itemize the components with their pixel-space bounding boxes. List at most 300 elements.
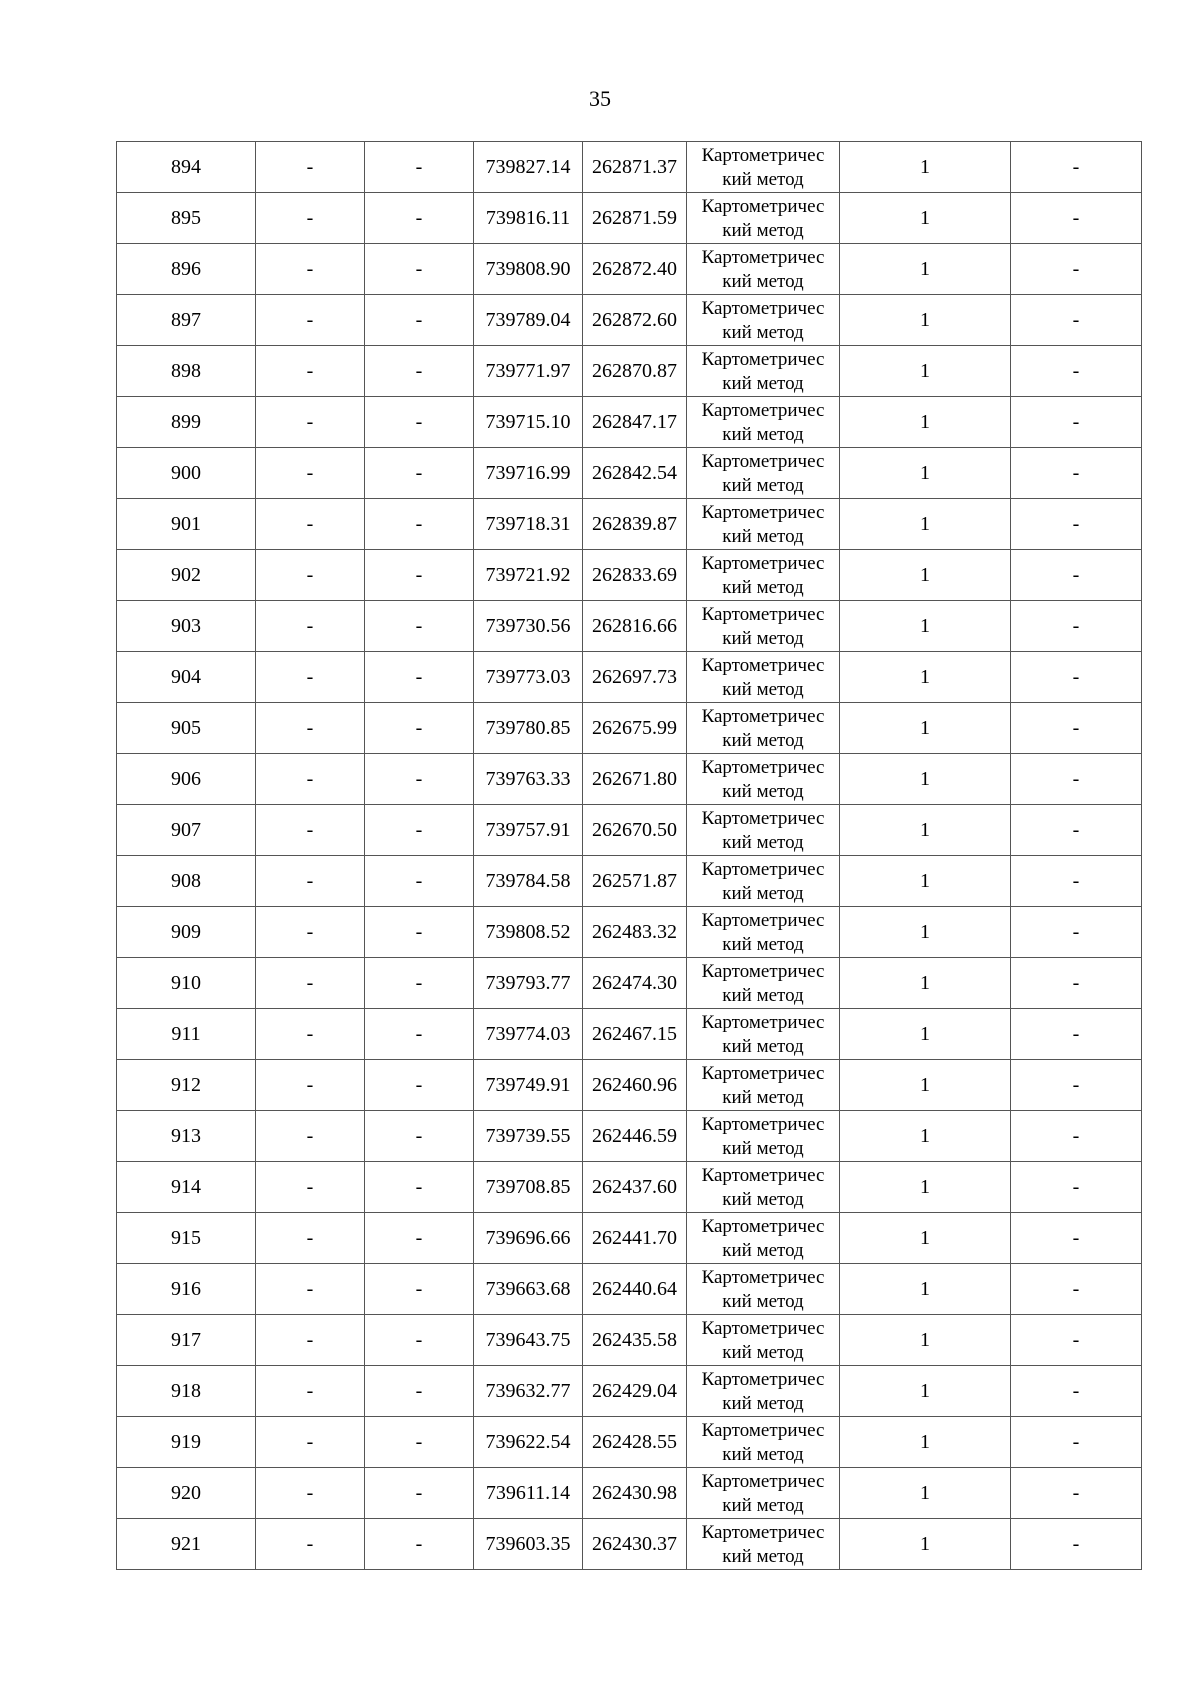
- y-coordinate-cell: 262446.59: [583, 1111, 687, 1162]
- empty-marker-cell: -: [365, 754, 474, 805]
- point-number-cell: 910: [117, 958, 256, 1009]
- empty-marker-cell: -: [365, 1009, 474, 1060]
- accuracy-cell: 1: [840, 703, 1011, 754]
- method-cell: [687, 1213, 840, 1264]
- point-number-cell: 907: [117, 805, 256, 856]
- empty-marker-cell: -: [365, 1519, 474, 1570]
- point-number-cell: 896: [117, 244, 256, 295]
- method-cell: [687, 142, 840, 193]
- method-cell: [687, 1417, 840, 1468]
- y-coordinate-cell: 262872.40: [583, 244, 687, 295]
- method-line-1: Картометричес: [701, 1114, 825, 1135]
- table-row: [117, 295, 1142, 346]
- accuracy-cell: 1: [840, 958, 1011, 1009]
- method-cell: [687, 601, 840, 652]
- method-cell: [687, 805, 840, 856]
- table-row: [117, 1213, 1142, 1264]
- empty-marker-cell: -: [256, 1264, 365, 1315]
- empty-marker-cell: -: [365, 550, 474, 601]
- accuracy-cell: 1: [840, 1264, 1011, 1315]
- table-row: [117, 652, 1142, 703]
- method-cell: [687, 1366, 840, 1417]
- point-number-cell: 909: [117, 907, 256, 958]
- table-row: [117, 601, 1142, 652]
- x-coordinate-cell: 739793.77: [474, 958, 583, 1009]
- x-coordinate-cell: 739749.91: [474, 1060, 583, 1111]
- method-line-1: Картометричес: [701, 298, 825, 319]
- table-row: [117, 1366, 1142, 1417]
- x-coordinate-cell: 739827.14: [474, 142, 583, 193]
- y-coordinate-cell: 262872.60: [583, 295, 687, 346]
- method-line-1: Картометричес: [701, 145, 825, 166]
- point-number-cell: 904: [117, 652, 256, 703]
- point-number-cell: 913: [117, 1111, 256, 1162]
- method-cell: [687, 856, 840, 907]
- empty-marker-cell: -: [256, 601, 365, 652]
- empty-marker-cell: -: [1011, 499, 1142, 550]
- empty-marker-cell: -: [1011, 703, 1142, 754]
- empty-marker-cell: -: [256, 1315, 365, 1366]
- point-number-cell: 901: [117, 499, 256, 550]
- empty-marker-cell: -: [1011, 1009, 1142, 1060]
- method-line-1: Картометричес: [701, 859, 825, 880]
- method-line-2: кий метод: [722, 1138, 804, 1159]
- empty-marker-cell: -: [365, 346, 474, 397]
- table-row: [117, 448, 1142, 499]
- point-number-cell: 903: [117, 601, 256, 652]
- coordinates-table: [116, 141, 1142, 1570]
- method-line-1: Картометричес: [701, 808, 825, 829]
- method-cell: [687, 1009, 840, 1060]
- y-coordinate-cell: 262816.66: [583, 601, 687, 652]
- x-coordinate-cell: 739739.55: [474, 1111, 583, 1162]
- method-cell: [687, 958, 840, 1009]
- table-row: [117, 1519, 1142, 1570]
- point-number-cell: 917: [117, 1315, 256, 1366]
- method-line-2: кий метод: [722, 1546, 804, 1567]
- method-line-2: кий метод: [722, 169, 804, 190]
- y-coordinate-cell: 262571.87: [583, 856, 687, 907]
- method-line-2: кий метод: [722, 1444, 804, 1465]
- empty-marker-cell: -: [1011, 907, 1142, 958]
- empty-marker-cell: -: [365, 1417, 474, 1468]
- empty-marker-cell: -: [1011, 1213, 1142, 1264]
- empty-marker-cell: -: [365, 958, 474, 1009]
- accuracy-cell: 1: [840, 193, 1011, 244]
- accuracy-cell: 1: [840, 1468, 1011, 1519]
- method-line-1: Картометричес: [701, 1420, 825, 1441]
- point-number-cell: 911: [117, 1009, 256, 1060]
- method-cell: [687, 703, 840, 754]
- y-coordinate-cell: 262670.50: [583, 805, 687, 856]
- point-number-cell: 915: [117, 1213, 256, 1264]
- empty-marker-cell: -: [256, 1417, 365, 1468]
- accuracy-cell: 1: [840, 1366, 1011, 1417]
- x-coordinate-cell: 739773.03: [474, 652, 583, 703]
- point-number-cell: 906: [117, 754, 256, 805]
- method-line-1: Картометричес: [701, 1012, 825, 1033]
- method-line-1: Картометричес: [701, 451, 825, 472]
- method-line-2: кий метод: [722, 1087, 804, 1108]
- empty-marker-cell: -: [1011, 550, 1142, 601]
- empty-marker-cell: -: [365, 142, 474, 193]
- accuracy-cell: 1: [840, 856, 1011, 907]
- accuracy-cell: 1: [840, 1009, 1011, 1060]
- y-coordinate-cell: 262871.59: [583, 193, 687, 244]
- method-cell: [687, 907, 840, 958]
- empty-marker-cell: -: [256, 754, 365, 805]
- table-body: [117, 142, 1142, 1570]
- method-line-2: кий метод: [722, 424, 804, 445]
- y-coordinate-cell: 262483.32: [583, 907, 687, 958]
- x-coordinate-cell: 739632.77: [474, 1366, 583, 1417]
- method-line-2: кий метод: [722, 220, 804, 241]
- method-line-1: Картометричес: [701, 349, 825, 370]
- method-line-1: Картометричес: [701, 1165, 825, 1186]
- empty-marker-cell: -: [1011, 193, 1142, 244]
- x-coordinate-cell: 739784.58: [474, 856, 583, 907]
- method-cell: [687, 448, 840, 499]
- accuracy-cell: 1: [840, 142, 1011, 193]
- empty-marker-cell: -: [1011, 652, 1142, 703]
- method-line-2: кий метод: [722, 730, 804, 751]
- x-coordinate-cell: 739696.66: [474, 1213, 583, 1264]
- method-line-2: кий метод: [722, 526, 804, 547]
- accuracy-cell: 1: [840, 1060, 1011, 1111]
- table-row: [117, 703, 1142, 754]
- point-number-cell: 898: [117, 346, 256, 397]
- empty-marker-cell: -: [365, 499, 474, 550]
- empty-marker-cell: -: [1011, 1111, 1142, 1162]
- empty-marker-cell: -: [365, 397, 474, 448]
- y-coordinate-cell: 262460.96: [583, 1060, 687, 1111]
- accuracy-cell: 1: [840, 601, 1011, 652]
- table-row: [117, 1009, 1142, 1060]
- x-coordinate-cell: 739816.11: [474, 193, 583, 244]
- method-line-1: Картометричес: [701, 1267, 825, 1288]
- empty-marker-cell: -: [1011, 397, 1142, 448]
- method-line-1: Картометричес: [701, 757, 825, 778]
- x-coordinate-cell: 739716.99: [474, 448, 583, 499]
- empty-marker-cell: -: [1011, 1468, 1142, 1519]
- point-number-cell: 916: [117, 1264, 256, 1315]
- empty-marker-cell: -: [256, 1162, 365, 1213]
- y-coordinate-cell: 262870.87: [583, 346, 687, 397]
- y-coordinate-cell: 262697.73: [583, 652, 687, 703]
- table-row: [117, 1417, 1142, 1468]
- accuracy-cell: 1: [840, 244, 1011, 295]
- y-coordinate-cell: 262428.55: [583, 1417, 687, 1468]
- empty-marker-cell: -: [365, 1162, 474, 1213]
- method-cell: [687, 1264, 840, 1315]
- method-line-1: Картометричес: [701, 961, 825, 982]
- method-line-2: кий метод: [722, 1393, 804, 1414]
- point-number-cell: 921: [117, 1519, 256, 1570]
- table-row: [117, 805, 1142, 856]
- method-cell: [687, 244, 840, 295]
- table-row: [117, 346, 1142, 397]
- method-cell: [687, 397, 840, 448]
- accuracy-cell: 1: [840, 1213, 1011, 1264]
- x-coordinate-cell: 739715.10: [474, 397, 583, 448]
- empty-marker-cell: -: [1011, 244, 1142, 295]
- point-number-cell: 900: [117, 448, 256, 499]
- method-cell: [687, 1315, 840, 1366]
- empty-marker-cell: -: [1011, 142, 1142, 193]
- method-line-2: кий метод: [722, 1189, 804, 1210]
- y-coordinate-cell: 262675.99: [583, 703, 687, 754]
- method-cell: [687, 1111, 840, 1162]
- method-line-1: Картометричес: [701, 1471, 825, 1492]
- method-cell: [687, 499, 840, 550]
- method-line-1: Картометричес: [701, 910, 825, 931]
- empty-marker-cell: -: [365, 295, 474, 346]
- method-cell: [687, 1519, 840, 1570]
- table-row: [117, 550, 1142, 601]
- method-cell: [687, 295, 840, 346]
- empty-marker-cell: -: [256, 448, 365, 499]
- accuracy-cell: 1: [840, 754, 1011, 805]
- y-coordinate-cell: 262435.58: [583, 1315, 687, 1366]
- empty-marker-cell: -: [256, 346, 365, 397]
- y-coordinate-cell: 262430.98: [583, 1468, 687, 1519]
- empty-marker-cell: -: [1011, 1366, 1142, 1417]
- x-coordinate-cell: 739663.68: [474, 1264, 583, 1315]
- method-line-2: кий метод: [722, 934, 804, 955]
- empty-marker-cell: -: [365, 193, 474, 244]
- method-line-2: кий метод: [722, 322, 804, 343]
- y-coordinate-cell: 262440.64: [583, 1264, 687, 1315]
- table-row: [117, 1060, 1142, 1111]
- accuracy-cell: 1: [840, 397, 1011, 448]
- method-cell: [687, 193, 840, 244]
- empty-marker-cell: -: [256, 499, 365, 550]
- empty-marker-cell: -: [1011, 1417, 1142, 1468]
- method-cell: [687, 754, 840, 805]
- x-coordinate-cell: 739763.33: [474, 754, 583, 805]
- method-line-1: Картометричес: [701, 1318, 825, 1339]
- table-row: [117, 397, 1142, 448]
- empty-marker-cell: -: [365, 1315, 474, 1366]
- method-cell: [687, 1468, 840, 1519]
- table-row: [117, 142, 1142, 193]
- point-number-cell: 908: [117, 856, 256, 907]
- method-line-1: Картометричес: [701, 655, 825, 676]
- empty-marker-cell: -: [256, 703, 365, 754]
- method-cell: [687, 652, 840, 703]
- empty-marker-cell: -: [365, 448, 474, 499]
- y-coordinate-cell: 262839.87: [583, 499, 687, 550]
- method-line-1: Картометричес: [701, 1063, 825, 1084]
- y-coordinate-cell: 262671.80: [583, 754, 687, 805]
- method-cell: [687, 1060, 840, 1111]
- empty-marker-cell: -: [1011, 1162, 1142, 1213]
- empty-marker-cell: -: [1011, 1519, 1142, 1570]
- y-coordinate-cell: 262847.17: [583, 397, 687, 448]
- empty-marker-cell: -: [365, 907, 474, 958]
- y-coordinate-cell: 262833.69: [583, 550, 687, 601]
- x-coordinate-cell: 739780.85: [474, 703, 583, 754]
- point-number-cell: 920: [117, 1468, 256, 1519]
- accuracy-cell: 1: [840, 1315, 1011, 1366]
- method-line-2: кий метод: [722, 373, 804, 394]
- method-line-1: Картометричес: [701, 1522, 825, 1543]
- accuracy-cell: 1: [840, 1162, 1011, 1213]
- method-line-2: кий метод: [722, 679, 804, 700]
- point-number-cell: 905: [117, 703, 256, 754]
- point-number-cell: 914: [117, 1162, 256, 1213]
- method-line-2: кий метод: [722, 832, 804, 853]
- empty-marker-cell: -: [256, 1468, 365, 1519]
- empty-marker-cell: -: [365, 1060, 474, 1111]
- x-coordinate-cell: 739757.91: [474, 805, 583, 856]
- method-line-2: кий метод: [722, 781, 804, 802]
- point-number-cell: 895: [117, 193, 256, 244]
- method-line-2: кий метод: [722, 271, 804, 292]
- method-line-1: Картометричес: [701, 1216, 825, 1237]
- method-line-2: кий метод: [722, 985, 804, 1006]
- empty-marker-cell: -: [256, 958, 365, 1009]
- empty-marker-cell: -: [365, 1366, 474, 1417]
- empty-marker-cell: -: [256, 142, 365, 193]
- y-coordinate-cell: 262474.30: [583, 958, 687, 1009]
- table-row: [117, 1111, 1142, 1162]
- point-number-cell: 899: [117, 397, 256, 448]
- empty-marker-cell: -: [256, 856, 365, 907]
- empty-marker-cell: -: [256, 397, 365, 448]
- x-coordinate-cell: 739808.52: [474, 907, 583, 958]
- method-line-1: Картометричес: [701, 247, 825, 268]
- empty-marker-cell: -: [1011, 346, 1142, 397]
- method-line-2: кий метод: [722, 1036, 804, 1057]
- x-coordinate-cell: 739789.04: [474, 295, 583, 346]
- method-line-1: Картометричес: [701, 1369, 825, 1390]
- empty-marker-cell: -: [1011, 601, 1142, 652]
- x-coordinate-cell: 739808.90: [474, 244, 583, 295]
- table-row: [117, 1264, 1142, 1315]
- method-line-2: кий метод: [722, 1342, 804, 1363]
- empty-marker-cell: -: [256, 1366, 365, 1417]
- empty-marker-cell: -: [256, 907, 365, 958]
- x-coordinate-cell: 739721.92: [474, 550, 583, 601]
- empty-marker-cell: -: [256, 1213, 365, 1264]
- method-cell: [687, 550, 840, 601]
- y-coordinate-cell: 262429.04: [583, 1366, 687, 1417]
- empty-marker-cell: -: [256, 550, 365, 601]
- point-number-cell: 919: [117, 1417, 256, 1468]
- table-row: [117, 1162, 1142, 1213]
- accuracy-cell: 1: [840, 907, 1011, 958]
- point-number-cell: 894: [117, 142, 256, 193]
- empty-marker-cell: -: [365, 601, 474, 652]
- method-line-1: Картометричес: [701, 604, 825, 625]
- y-coordinate-cell: 262842.54: [583, 448, 687, 499]
- empty-marker-cell: -: [256, 295, 365, 346]
- method-line-1: Картометричес: [701, 502, 825, 523]
- accuracy-cell: 1: [840, 295, 1011, 346]
- table-row: [117, 958, 1142, 1009]
- accuracy-cell: 1: [840, 346, 1011, 397]
- empty-marker-cell: -: [256, 1060, 365, 1111]
- point-number-cell: 902: [117, 550, 256, 601]
- empty-marker-cell: -: [1011, 805, 1142, 856]
- y-coordinate-cell: 262441.70: [583, 1213, 687, 1264]
- x-coordinate-cell: 739611.14: [474, 1468, 583, 1519]
- method-line-2: кий метод: [722, 1240, 804, 1261]
- empty-marker-cell: -: [256, 193, 365, 244]
- method-line-2: кий метод: [722, 883, 804, 904]
- table-row: [117, 1468, 1142, 1519]
- method-line-2: кий метод: [722, 577, 804, 598]
- empty-marker-cell: -: [1011, 856, 1142, 907]
- y-coordinate-cell: 262430.37: [583, 1519, 687, 1570]
- x-coordinate-cell: 739603.35: [474, 1519, 583, 1570]
- empty-marker-cell: -: [1011, 295, 1142, 346]
- x-coordinate-cell: 739774.03: [474, 1009, 583, 1060]
- empty-marker-cell: -: [256, 805, 365, 856]
- x-coordinate-cell: 739708.85: [474, 1162, 583, 1213]
- empty-marker-cell: -: [1011, 958, 1142, 1009]
- y-coordinate-cell: 262437.60: [583, 1162, 687, 1213]
- table-row: [117, 244, 1142, 295]
- accuracy-cell: 1: [840, 1519, 1011, 1570]
- method-line-1: Картометричес: [701, 706, 825, 727]
- x-coordinate-cell: 739622.54: [474, 1417, 583, 1468]
- accuracy-cell: 1: [840, 448, 1011, 499]
- table-row: [117, 907, 1142, 958]
- method-cell: [687, 1162, 840, 1213]
- method-line-2: кий метод: [722, 475, 804, 496]
- accuracy-cell: 1: [840, 499, 1011, 550]
- empty-marker-cell: -: [256, 1519, 365, 1570]
- empty-marker-cell: -: [365, 1213, 474, 1264]
- method-line-2: кий метод: [722, 628, 804, 649]
- empty-marker-cell: -: [1011, 1060, 1142, 1111]
- page-number: 35: [589, 86, 611, 111]
- method-line-2: кий метод: [722, 1291, 804, 1312]
- empty-marker-cell: -: [256, 1009, 365, 1060]
- table-row: [117, 193, 1142, 244]
- method-line-1: Картометричес: [701, 400, 825, 421]
- accuracy-cell: 1: [840, 805, 1011, 856]
- empty-marker-cell: -: [256, 1111, 365, 1162]
- method-line-1: Картометричес: [701, 196, 825, 217]
- accuracy-cell: 1: [840, 1417, 1011, 1468]
- empty-marker-cell: -: [365, 856, 474, 907]
- empty-marker-cell: -: [365, 1111, 474, 1162]
- empty-marker-cell: -: [365, 703, 474, 754]
- point-number-cell: 897: [117, 295, 256, 346]
- empty-marker-cell: -: [1011, 1264, 1142, 1315]
- empty-marker-cell: -: [1011, 1315, 1142, 1366]
- empty-marker-cell: -: [256, 244, 365, 295]
- empty-marker-cell: -: [365, 652, 474, 703]
- accuracy-cell: 1: [840, 1111, 1011, 1162]
- empty-marker-cell: -: [365, 1468, 474, 1519]
- accuracy-cell: 1: [840, 652, 1011, 703]
- table-row: [117, 754, 1142, 805]
- empty-marker-cell: -: [365, 1264, 474, 1315]
- y-coordinate-cell: 262871.37: [583, 142, 687, 193]
- y-coordinate-cell: 262467.15: [583, 1009, 687, 1060]
- x-coordinate-cell: 739730.56: [474, 601, 583, 652]
- method-cell: [687, 346, 840, 397]
- empty-marker-cell: -: [365, 244, 474, 295]
- method-line-1: Картометричес: [701, 553, 825, 574]
- empty-marker-cell: -: [1011, 754, 1142, 805]
- x-coordinate-cell: 739643.75: [474, 1315, 583, 1366]
- point-number-cell: 918: [117, 1366, 256, 1417]
